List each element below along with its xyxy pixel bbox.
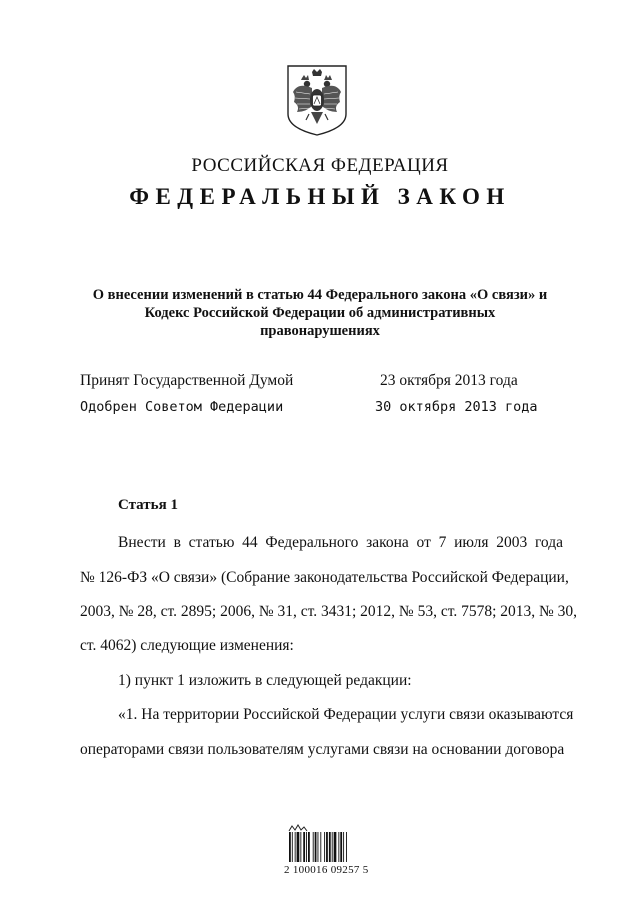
article-text-line: 1) пункт 1 изложить в следующей редакции:: [118, 672, 412, 689]
adoption-duma-date: 23 октября 2013 года: [380, 372, 518, 389]
article-text-line: № 126-ФЗ «О связи» (Собрание законодательства Российской Федерации,: [80, 569, 569, 586]
article-text-line: 2003, № 28, ст. 2895; 2006, № 31, ст. 3431; 2012, № 53, ст. 7578; 2013, № 30,: [80, 603, 578, 620]
adoption-council-label: Одобрен Советом Федерации: [80, 399, 284, 415]
adoption-duma-label: Принят Государственной Думой: [80, 372, 294, 389]
article-heading: Статья 1: [118, 497, 178, 513]
country-name: РОССИЙСКАЯ ФЕДЕРАЦИЯ: [191, 155, 449, 176]
article-text-line: операторами связи пользователям услугами связи на основании договора: [80, 741, 565, 758]
barcode-mark-icon: [288, 824, 308, 832]
law-title-line: правонарушениях: [260, 323, 380, 339]
article-text-line: Внести в статью 44 Федерального закона от 7 июля 2003 года: [118, 534, 563, 551]
article-text-line: ст. 4062) следующие изменения:: [80, 637, 294, 654]
barcode-icon: [288, 832, 368, 862]
adoption-council-date: 30 октября 2013 года: [375, 399, 538, 415]
law-title-line: О внесении изменений в статью 44 Федерального закона «О связи» и: [92, 287, 548, 303]
law-title: [60, 286, 580, 340]
article-text-line: «1. На территории Российской Федерации услуги связи оказываются: [118, 706, 574, 723]
document-type: ФЕДЕРАЛЬНЫЙ ЗАКОН: [129, 184, 511, 209]
russian-coat-of-arms-icon: [282, 62, 352, 137]
law-title-line: Кодекс Российской Федерации об административных: [144, 305, 496, 321]
barcode-number: 2 100016 09257 5: [284, 864, 369, 876]
